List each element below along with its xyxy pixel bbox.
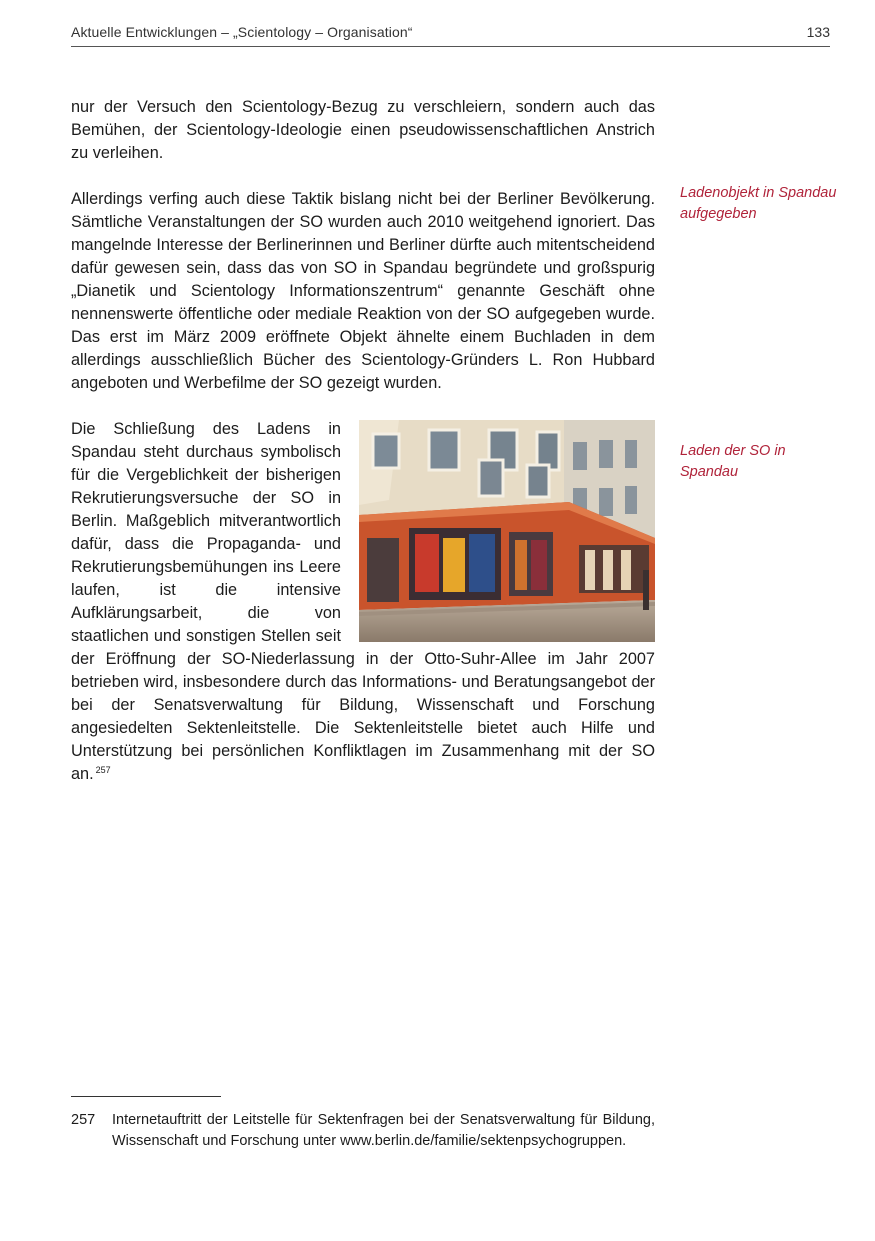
- main-text-column: [71, 96, 655, 786]
- paragraph-1: nur der Versuch den Scientology-Bezug zu verschleiern, sondern auch das Bemühen, der Scientology-Ideologie einen pseudowissenschaftlichen Anstrich zu verleihen.: [71, 98, 655, 162]
- footnote-number: 257: [71, 1112, 96, 1128]
- footnote: [71, 1110, 655, 1152]
- page-number: 133: [806, 24, 830, 40]
- running-header: [71, 24, 830, 47]
- paragraph-3-block: [71, 418, 655, 786]
- shop-photo: [359, 420, 655, 642]
- footnote-divider: [71, 1096, 221, 1097]
- footnote-reference[interactable]: 257: [95, 765, 111, 775]
- paragraph-3-text: Die Schließung des Ladens in Spandau steht durchaus symbolisch für die Vergeblichkeit der bisherigen Rekrutierungsversuche der SO in Berlin. Maßgeblich mitverantwortlich dafür, dass die Propaganda- und Rekrutierungsbemühungen ins Leere laufen, ist die intensive Aufklärungsarbeit, die von staatlichen und sonstigen Stellen seit der Eröffnung der SO-Niederlassung in der Otto-Suhr-Allee im Jahr 2007 betrieben wird, insbesondere durch das Informations- und Beratungsangebot der bei der Senatsverwaltung für Bildung, Wissenschaft und Forschung angesiedelten Sektenleitstelle. Die Sektenleitstelle bietet auch Hilfe und Unterstützung bei persönlichen Konfliktlagen im Zusammenhang mit der SO an.: [71, 420, 655, 783]
- margin-note-shop-photo: Laden der SO in Spandau: [680, 443, 786, 480]
- margin-note-shop-closed: Ladenobjekt in Spandau aufgegeben: [680, 185, 837, 222]
- footnote-text: Internetauftritt der Leitstelle für Sektenfragen bei der Senatsverwaltung für Bildung, Wissenschaft und Forschung unter www.berlin.de/familie/sektenpsychogruppen.: [112, 1112, 655, 1149]
- paragraph-2: Allerdings verfing auch diese Taktik bislang nicht bei der Berliner Bevölkerung. Sämtliche Veranstaltungen der SO wurden auch 2010 weitgehend ignoriert. Das mangelnde Interesse der Berlinerinnen und Berliner dürfte auch mitentscheidend dafür gewesen sein, dass das von SO in Spandau begründete und großspurig „Dianetik und Scientology Informationszentrum“ genannte Geschäft ohne nennenswerte öffentliche oder mediale Reaktion von der SO aufgegeben wurde. Das erst im März 2009 eröffnete Objekt ähnelte einem Buchladen in dem allerdings ausschließlich Bücher des Scientology-Gründers L. Ron Hubbard angeboten und Werbefilme der SO gezeigt wurden.: [71, 190, 655, 392]
- running-header-title: Aktuelle Entwicklungen – „Scientology – Organisation“: [71, 24, 413, 40]
